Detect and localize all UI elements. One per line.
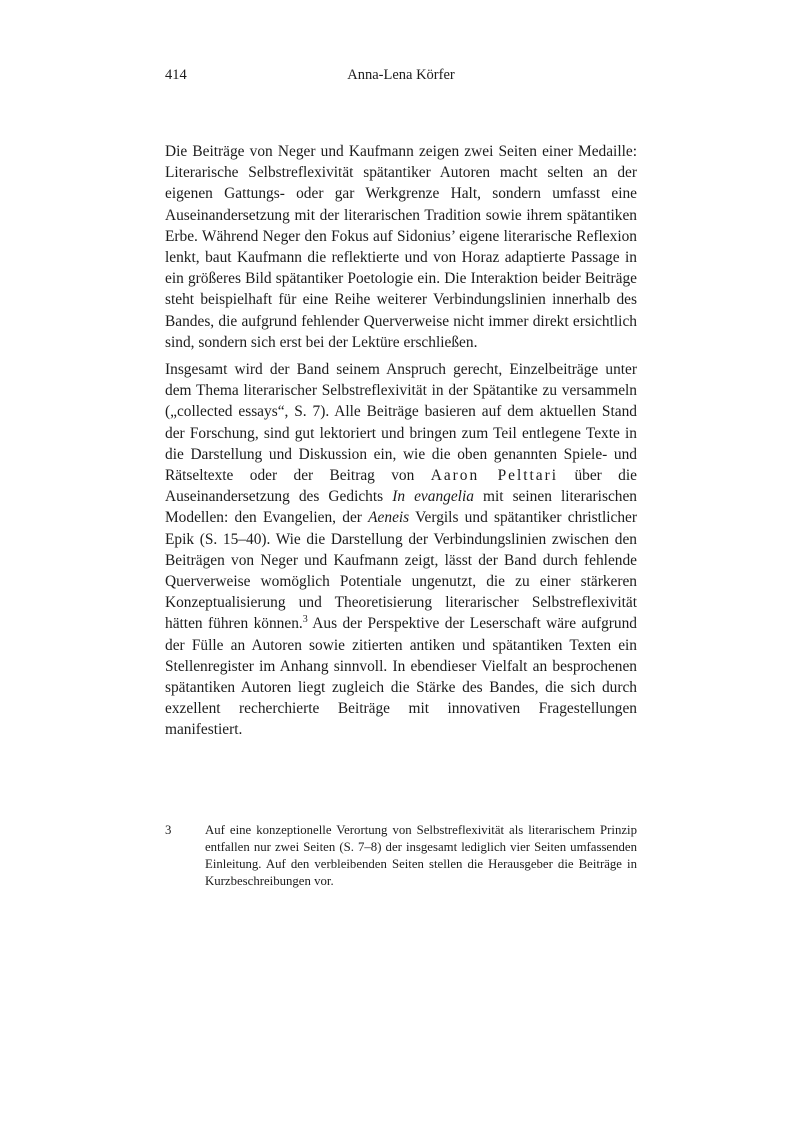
text-run: Vergils und spätantiker christlicher Epik (S. 15–40). Wie die Darstellung der Verbindungslinien zwischen den Beiträgen von Neger und Kaufmann zeigt, lässt der Band durch fehlende Querverweise womöglich Potentiale ungenutzt, die zu einer stärkeren Konzeptualisierung und Theoretisierung literarischer Selbstreflexivität hätten führen können.: [165, 509, 637, 633]
text-run: Insgesamt wird der Band seinem Anspruch gerecht, Einzelbeiträge unter dem Thema literarischer Selbstreflexivität in der Spätantike zu versammeln („collected essays“, S. 7). Alle Beiträge basieren auf dem aktuellen Stand der Forschung, sind gut lektoriert und bringen zum Teil entlegene Texte in die Darstellung und Diskussion ein, wie die oben genannten Spiele- und Rätseltexte oder der Beitrag von: [165, 361, 637, 485]
footnote: [165, 822, 637, 890]
footnote-reference: 3: [302, 614, 308, 626]
text-run: Aus der Perspektive der Leserschaft wäre aufgrund der Fülle an Autoren sowie zitierten antiken und spätantiken Texten ein Stellenregister im Anhang sinnvoll. In ebendieser Vielfalt an besprochenen spätantiken Autoren liegt zugleich die Stärke des Bandes, die sich durch exzellent recherchierte Beiträge mit innovativen Fragestellungen manifestiert.: [165, 615, 637, 739]
text-run: mit seinen literarischen Modellen: den Evangelien, der: [165, 488, 638, 527]
text-run: Aaron Pelttari: [430, 467, 559, 485]
main-text: [165, 141, 637, 741]
text-run: Aeneis: [368, 509, 410, 527]
footnote-section: [165, 822, 637, 890]
text-run: In evangelia: [392, 488, 474, 506]
text-run: über die Auseinandersetzung des Gedichts: [165, 467, 637, 506]
running-head: Anna-Lena Körfer: [347, 67, 455, 83]
page-number: 414: [165, 67, 187, 83]
paragraph: [165, 359, 637, 741]
footnote-text: Auf eine konzeptionelle Verortung von Selbstreflexivität als literarischem Prinzip entfallen nur zwei Seiten (S. 7–8) der insgesamt lediglich vier Seiten umfassenden Einleitung. Auf den verbleibenden Seiten stellen die Herausgeber die Beiträge in Kurzbeschreibungen vor.: [205, 823, 637, 888]
text-run: Die Beiträge von Neger und Kaufmann zeigen zwei Seiten einer Medaille: Literarische Selbstreflexivität spätantiker Autoren macht selten an der eigenen Gattungs- oder gar Werkgrenze Halt, sondern umfasst eine Auseinandersetzung mit der literarischen Tradition sowie ihrem spätantiken Erbe. Während Neger den Fokus auf Sidonius’ eigene literarische Reflexion lenkt, baut Kaufmann die reflektierte und von Horaz adaptierte Passage in ein größeres Bild spätantiker Poetologie ein. Die Interaktion beider Beiträge steht beispielhaft für eine Reihe weiterer Verbindungslinien innerhalb des Bandes, die aufgrund fehlender Querverweise nicht immer direkt ersichtlich sind, sondern sich erst bei der Lektüre erschließen.: [165, 143, 637, 351]
footnote-number: 3: [165, 823, 172, 837]
paragraph: [165, 141, 637, 353]
page-header: [165, 67, 637, 87]
